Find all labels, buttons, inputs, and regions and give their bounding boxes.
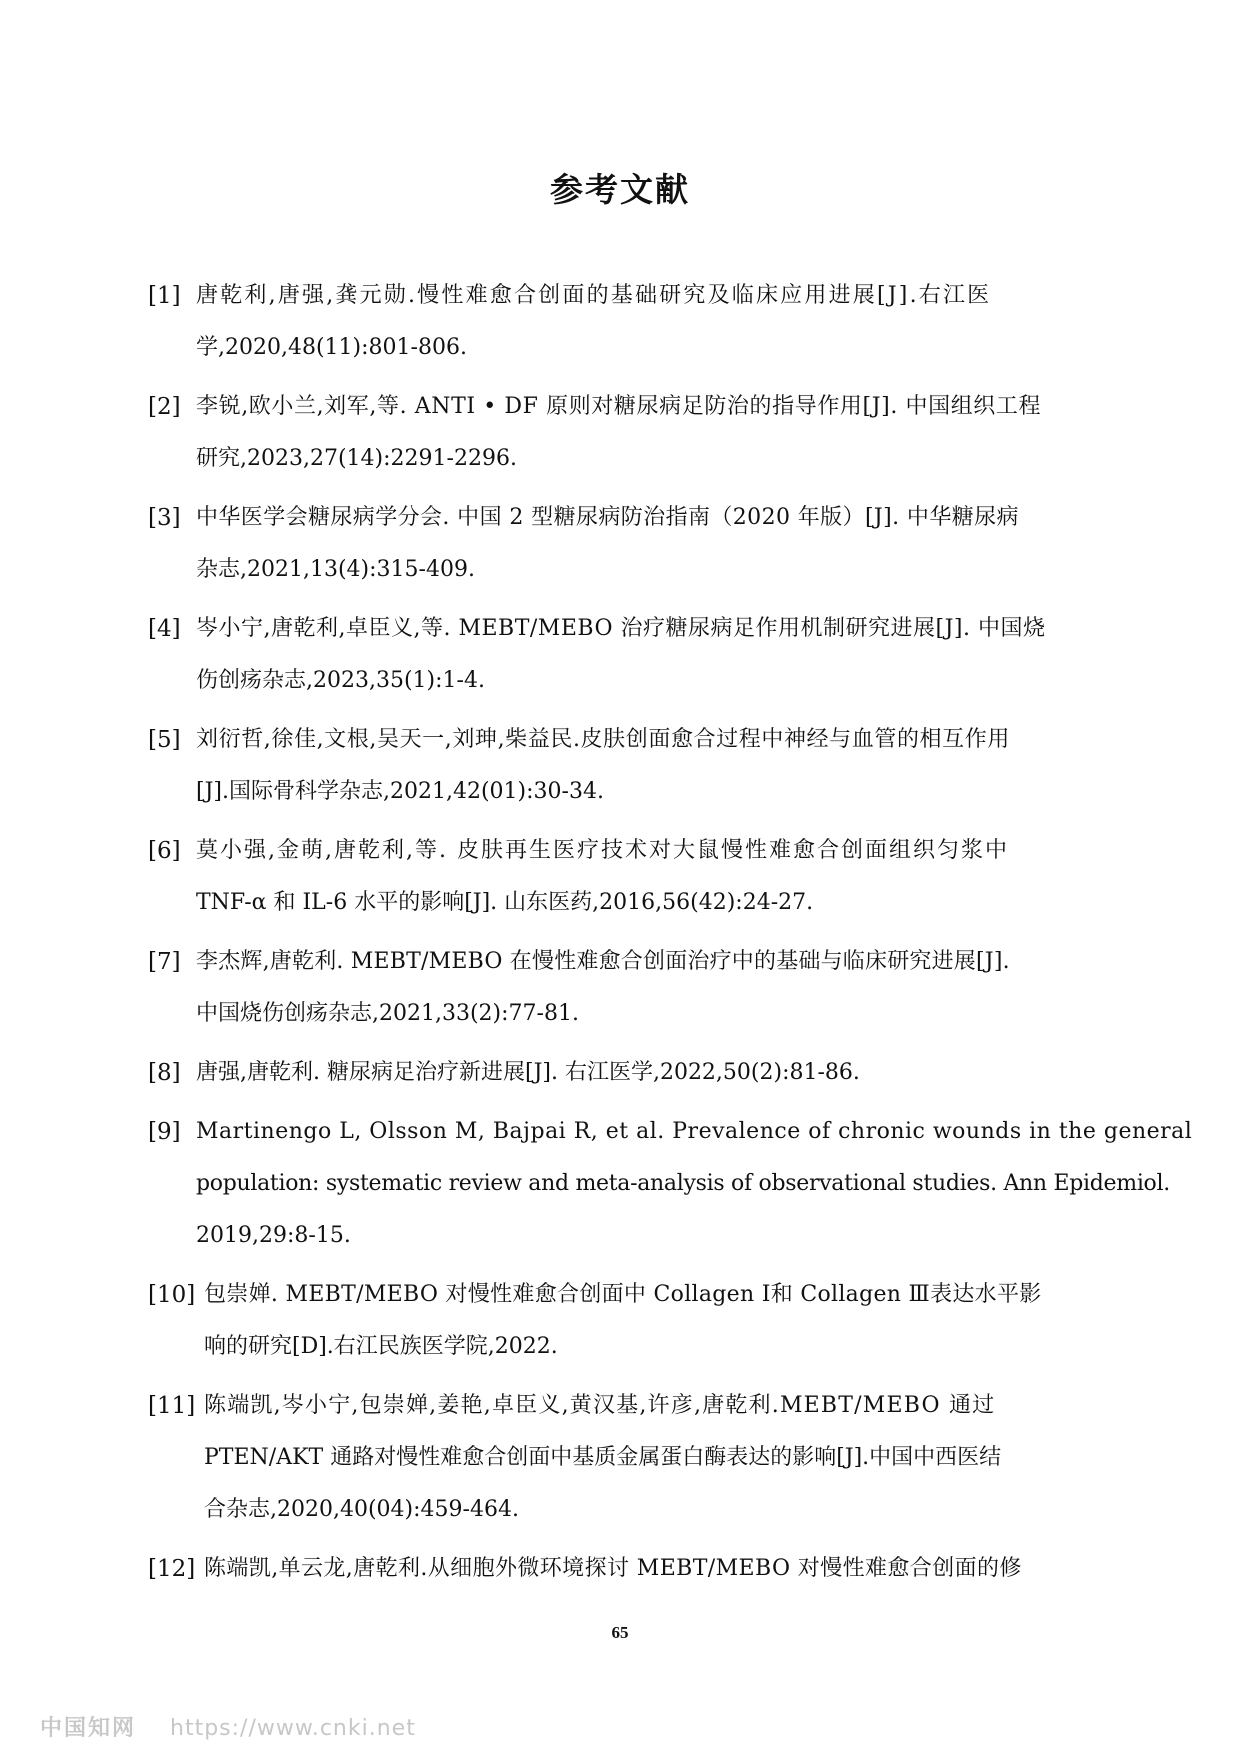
reference-number: [4] [148, 616, 181, 642]
reference-line: 中华医学会糖尿病学分会. 中国 2 型糖尿病防治指南（2020 年版）[J]. 中华糖尿病 [196, 505, 1019, 530]
reference-line: 岑小宁,唐乾利,卓臣义,等. MEBT/MEBO 治疗糖尿病足作用机制研究进展[J]. 中国烧 [196, 616, 1046, 641]
reference-number: [7] [148, 949, 181, 975]
watermark-url: https://www.cnki.net [170, 1716, 416, 1741]
reference-line: 中国烧伤创疡杂志,2021,33(2):77-81. [196, 1001, 579, 1026]
reference-item [148, 1047, 1098, 1099]
reference-number: [2] [148, 394, 181, 420]
reference-line: 唐强,唐乾利. 糖尿病足治疗新进展[J]. 右江医学,2022,50(2):81-86. [196, 1060, 860, 1085]
reference-item [148, 936, 1098, 1040]
reference-item [148, 1269, 1098, 1373]
reference-item [148, 603, 1098, 707]
watermark [40, 1711, 416, 1742]
reference-item [148, 1543, 1098, 1595]
reference-line: 研究,2023,27(14):2291-2296. [196, 446, 517, 471]
reference-line: 唐乾利,唐强,龚元勋.慢性难愈合创面的基础研究及临床应用进展[J].右江医 [196, 283, 992, 308]
reference-number: [6] [148, 838, 181, 864]
reference-item [148, 1380, 1098, 1536]
page-number: 65 [611, 1623, 629, 1642]
reference-number: [9] [148, 1119, 181, 1145]
reference-line: 包崇婵. MEBT/MEBO 对慢性难愈合创面中 Collagen Ⅰ和 Collagen Ⅲ表达水平影 [204, 1282, 1042, 1307]
reference-line: TNF-α 和 IL-6 水平的影响[J]. 山东医药,2016,56(42):24-27. [196, 890, 814, 915]
reference-number: [5] [148, 727, 181, 753]
reference-number: [3] [148, 505, 181, 531]
reference-number: [1] [148, 283, 181, 309]
reference-line: [J].国际骨科学杂志,2021,42(01):30-34. [196, 779, 604, 804]
reference-line: 莫小强,金萌,唐乾利,等. 皮肤再生医疗技术对大鼠慢性难愈合创面组织匀浆中 [196, 838, 1009, 863]
reference-line: Martinengo L, Olsson M, Bajpai R, et al. Prevalence of chronic wounds in the general [196, 1119, 1193, 1144]
reference-line: PTEN/AKT 通路对慢性难愈合创面中基质金属蛋白酶表达的影响[J].中国中西医结 [204, 1445, 1002, 1470]
reference-line: 合杂志,2020,40(04):459-464. [204, 1497, 519, 1522]
reference-item [148, 714, 1098, 818]
reference-list [148, 270, 1193, 1602]
reference-line: 陈端凯,岑小宁,包崇婵,姜艳,卓臣义,黄汉基,许彦,唐乾利.MEBT/MEBO 通过 [204, 1393, 996, 1418]
reference-line: 响的研究[D].右江民族医学院,2022. [204, 1334, 558, 1359]
reference-line: 杂志,2021,13(4):315-409. [196, 557, 475, 582]
reference-line: 学,2020,48(11):801-806. [196, 335, 467, 360]
reference-number: [10] [148, 1282, 196, 1308]
reference-line: 伤创疡杂志,2023,35(1):1-4. [196, 668, 485, 693]
reference-number: [11] [148, 1393, 196, 1419]
reference-item [148, 1106, 1193, 1262]
reference-number: [8] [148, 1060, 181, 1086]
reference-line: 刘衍哲,徐佳,文根,吴天一,刘珅,柴益民.皮肤创面愈合过程中神经与血管的相互作用 [196, 727, 1010, 752]
page-title: 参考文献 [550, 170, 690, 209]
reference-item [148, 270, 1098, 374]
reference-line: population: systematic review and meta-analysis of observational studies. Ann Epidemiol. [196, 1171, 1170, 1196]
reference-line: 李锐,欧小兰,刘军,等. ANTI • DF 原则对糖尿病足防治的指导作用[J]. 中国组织工程 [196, 394, 1042, 419]
watermark-logo: 中国知网 [40, 1716, 137, 1741]
reference-line: 2019,29:8-15. [196, 1223, 351, 1248]
reference-item [148, 381, 1098, 485]
reference-line: 陈端凯,单云龙,唐乾利.从细胞外微环境探讨 MEBT/MEBO 对慢性难愈合创面的修 [204, 1556, 1022, 1581]
reference-line: 李杰辉,唐乾利. MEBT/MEBO 在慢性难愈合创面治疗中的基础与临床研究进展[J]. [196, 949, 1010, 974]
reference-item [148, 825, 1098, 929]
reference-number: [12] [148, 1556, 196, 1582]
reference-item [148, 492, 1098, 596]
